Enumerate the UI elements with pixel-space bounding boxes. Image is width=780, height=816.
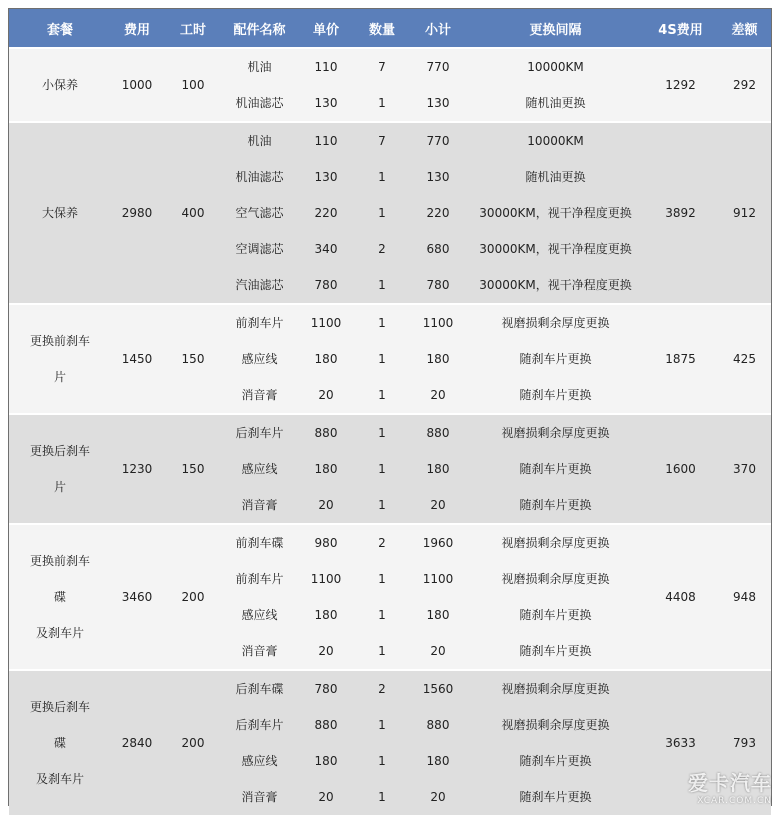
- subtotal-cell: 20: [408, 377, 468, 414]
- difference-cell: 948: [718, 524, 771, 670]
- interval-cell: 30000KM，视干净程度更换: [468, 267, 643, 304]
- subtotal-cell: 880: [408, 707, 468, 743]
- unit-price-cell: 180: [296, 451, 356, 487]
- header-quantity: 数量: [356, 9, 408, 48]
- interval-cell: 随刹车片更换: [468, 779, 643, 815]
- subtotal-cell: 770: [408, 122, 468, 159]
- unit-price-cell: 180: [296, 597, 356, 633]
- subtotal-cell: 880: [408, 414, 468, 451]
- interval-cell: 随机油更换: [468, 85, 643, 122]
- package-name-line: 片: [53, 370, 66, 384]
- price-table: [9, 9, 771, 815]
- part-name-cell: 机油滤芯: [223, 159, 296, 195]
- package-cost-cell: 1450: [111, 304, 163, 414]
- part-name-cell: 消音膏: [223, 633, 296, 670]
- package-cost-cell: 1230: [111, 414, 163, 524]
- quantity-cell: 1: [356, 597, 408, 633]
- unit-price-cell: 20: [296, 487, 356, 524]
- subtotal-cell: 180: [408, 597, 468, 633]
- difference-cell: 292: [718, 48, 771, 122]
- fs-cost-cell: 1875: [643, 304, 718, 414]
- quantity-cell: 1: [356, 633, 408, 670]
- unit-price-cell: 20: [296, 633, 356, 670]
- difference-cell: 912: [718, 122, 771, 304]
- quantity-cell: 7: [356, 122, 408, 159]
- quantity-cell: 2: [356, 524, 408, 561]
- package-name-cell: [9, 670, 111, 815]
- package-name-line: 片: [53, 480, 66, 494]
- table-row: [9, 524, 771, 561]
- difference-cell: 370: [718, 414, 771, 524]
- part-name-cell: 消音膏: [223, 779, 296, 815]
- quantity-cell: 1: [356, 561, 408, 597]
- quantity-cell: 1: [356, 159, 408, 195]
- package-name-line: 更换后刹车: [29, 700, 90, 714]
- subtotal-cell: 20: [408, 633, 468, 670]
- header-package: 套餐: [9, 9, 111, 48]
- package-labor-cell: 100: [163, 48, 223, 122]
- part-name-cell: 感应线: [223, 341, 296, 377]
- interval-cell: 视磨损剩余厚度更换: [468, 304, 643, 341]
- interval-cell: 视磨损剩余厚度更换: [468, 707, 643, 743]
- table-row: [9, 414, 771, 451]
- header-row: [9, 9, 771, 48]
- package-cost-cell: 2980: [111, 122, 163, 304]
- subtotal-cell: 20: [408, 779, 468, 815]
- part-name-cell: 消音膏: [223, 377, 296, 414]
- header-4s-cost: 4S费用: [643, 9, 718, 48]
- part-name-cell: 消音膏: [223, 487, 296, 524]
- table-row: [9, 670, 771, 707]
- part-name-cell: 机油滤芯: [223, 85, 296, 122]
- table-body: [9, 48, 771, 815]
- package-name-cell: [9, 524, 111, 670]
- package-name-cell: [9, 414, 111, 524]
- subtotal-cell: 1960: [408, 524, 468, 561]
- table-row: [9, 304, 771, 341]
- part-name-cell: 感应线: [223, 597, 296, 633]
- interval-cell: 随刹车片更换: [468, 597, 643, 633]
- interval-cell: 随刹车片更换: [468, 633, 643, 670]
- unit-price-cell: 130: [296, 85, 356, 122]
- unit-price-cell: 20: [296, 779, 356, 815]
- unit-price-cell: 20: [296, 377, 356, 414]
- interval-cell: 10000KM: [468, 122, 643, 159]
- package-name-line: 及刹车片: [35, 626, 84, 640]
- interval-cell: 随刹车片更换: [468, 451, 643, 487]
- unit-price-cell: 880: [296, 707, 356, 743]
- part-name-cell: 机油: [223, 122, 296, 159]
- subtotal-cell: 130: [408, 159, 468, 195]
- watermark-logo-text: 爱卡汽车: [688, 771, 772, 795]
- unit-price-cell: 1100: [296, 561, 356, 597]
- part-name-cell: 前刹车碟: [223, 524, 296, 561]
- interval-cell: 视磨损剩余厚度更换: [468, 414, 643, 451]
- subtotal-cell: 180: [408, 743, 468, 779]
- unit-price-cell: 110: [296, 122, 356, 159]
- quantity-cell: 1: [356, 451, 408, 487]
- difference-cell: 425: [718, 304, 771, 414]
- subtotal-cell: 180: [408, 341, 468, 377]
- package-name-cell: [9, 122, 111, 304]
- unit-price-cell: 340: [296, 231, 356, 267]
- quantity-cell: 2: [356, 231, 408, 267]
- package-name-line: 更换前刹车: [29, 554, 90, 568]
- subtotal-cell: 20: [408, 487, 468, 524]
- part-name-cell: 感应线: [223, 743, 296, 779]
- table-row: [9, 48, 771, 85]
- part-name-cell: 前刹车片: [223, 561, 296, 597]
- package-name-cell: [9, 304, 111, 414]
- package-name-line: 更换后刹车: [29, 444, 90, 458]
- site-watermark: [688, 767, 772, 806]
- interval-cell: 随刹车片更换: [468, 341, 643, 377]
- fs-cost-cell: 1600: [643, 414, 718, 524]
- package-labor-cell: 150: [163, 304, 223, 414]
- unit-price-cell: 220: [296, 195, 356, 231]
- maintenance-price-table: [8, 8, 772, 806]
- subtotal-cell: 1560: [408, 670, 468, 707]
- interval-cell: 随刹车片更换: [468, 377, 643, 414]
- interval-cell: 随刹车片更换: [468, 743, 643, 779]
- quantity-cell: 1: [356, 414, 408, 451]
- unit-price-cell: 1100: [296, 304, 356, 341]
- quantity-cell: 1: [356, 743, 408, 779]
- fs-cost-cell: 3633: [643, 670, 718, 815]
- header-interval: 更换间隔: [468, 9, 643, 48]
- subtotal-cell: 220: [408, 195, 468, 231]
- quantity-cell: 7: [356, 48, 408, 85]
- package-labor-cell: 150: [163, 414, 223, 524]
- header-part-name: 配件名称: [223, 9, 296, 48]
- subtotal-cell: 1100: [408, 561, 468, 597]
- part-name-cell: 空气滤芯: [223, 195, 296, 231]
- unit-price-cell: 180: [296, 743, 356, 779]
- part-name-cell: 后刹车片: [223, 707, 296, 743]
- interval-cell: 随机油更换: [468, 159, 643, 195]
- header-unit-price: 单价: [296, 9, 356, 48]
- interval-cell: 30000KM，视干净程度更换: [468, 195, 643, 231]
- part-name-cell: 后刹车片: [223, 414, 296, 451]
- subtotal-cell: 130: [408, 85, 468, 122]
- package-labor-cell: 200: [163, 670, 223, 815]
- unit-price-cell: 780: [296, 267, 356, 304]
- package-cost-cell: 3460: [111, 524, 163, 670]
- part-name-cell: 机油: [223, 48, 296, 85]
- interval-cell: 10000KM: [468, 48, 643, 85]
- package-name-cell: [9, 48, 111, 122]
- interval-cell: 随刹车片更换: [468, 487, 643, 524]
- unit-price-cell: 980: [296, 524, 356, 561]
- subtotal-cell: 780: [408, 267, 468, 304]
- interval-cell: 视磨损剩余厚度更换: [468, 524, 643, 561]
- quantity-cell: 1: [356, 267, 408, 304]
- header-labor: 工时: [163, 9, 223, 48]
- fs-cost-cell: 3892: [643, 122, 718, 304]
- watermark-domain: XCAR.COM.CN: [697, 796, 772, 806]
- quantity-cell: 1: [356, 304, 408, 341]
- package-cost-cell: 2840: [111, 670, 163, 815]
- package-name-line: 碟: [53, 736, 66, 750]
- quantity-cell: 1: [356, 85, 408, 122]
- interval-cell: 视磨损剩余厚度更换: [468, 561, 643, 597]
- part-name-cell: 汽油滤芯: [223, 267, 296, 304]
- unit-price-cell: 880: [296, 414, 356, 451]
- subtotal-cell: 770: [408, 48, 468, 85]
- header-difference: 差额: [718, 9, 771, 48]
- package-name-line: 及刹车片: [35, 772, 84, 786]
- header-cost: 费用: [111, 9, 163, 48]
- fs-cost-cell: 1292: [643, 48, 718, 122]
- part-name-cell: 感应线: [223, 451, 296, 487]
- unit-price-cell: 110: [296, 48, 356, 85]
- package-name-line: 碟: [53, 590, 66, 604]
- part-name-cell: 空调滤芯: [223, 231, 296, 267]
- unit-price-cell: 130: [296, 159, 356, 195]
- header-subtotal: 小计: [408, 9, 468, 48]
- unit-price-cell: 780: [296, 670, 356, 707]
- package-cost-cell: 1000: [111, 48, 163, 122]
- subtotal-cell: 680: [408, 231, 468, 267]
- quantity-cell: 1: [356, 195, 408, 231]
- package-labor-cell: 400: [163, 122, 223, 304]
- table-row: [9, 122, 771, 159]
- part-name-cell: 前刹车片: [223, 304, 296, 341]
- interval-cell: 视磨损剩余厚度更换: [468, 670, 643, 707]
- quantity-cell: 1: [356, 487, 408, 524]
- quantity-cell: 2: [356, 670, 408, 707]
- package-name-line: 大保养: [41, 206, 78, 220]
- part-name-cell: 后刹车碟: [223, 670, 296, 707]
- quantity-cell: 1: [356, 707, 408, 743]
- subtotal-cell: 1100: [408, 304, 468, 341]
- quantity-cell: 1: [356, 341, 408, 377]
- interval-cell: 30000KM，视干净程度更换: [468, 231, 643, 267]
- package-name-line: 更换前刹车: [29, 334, 90, 348]
- fs-cost-cell: 4408: [643, 524, 718, 670]
- unit-price-cell: 180: [296, 341, 356, 377]
- quantity-cell: 1: [356, 377, 408, 414]
- package-labor-cell: 200: [163, 524, 223, 670]
- package-name-line: 小保养: [41, 78, 78, 92]
- difference-cell: 793: [718, 670, 771, 815]
- quantity-cell: 1: [356, 779, 408, 815]
- subtotal-cell: 180: [408, 451, 468, 487]
